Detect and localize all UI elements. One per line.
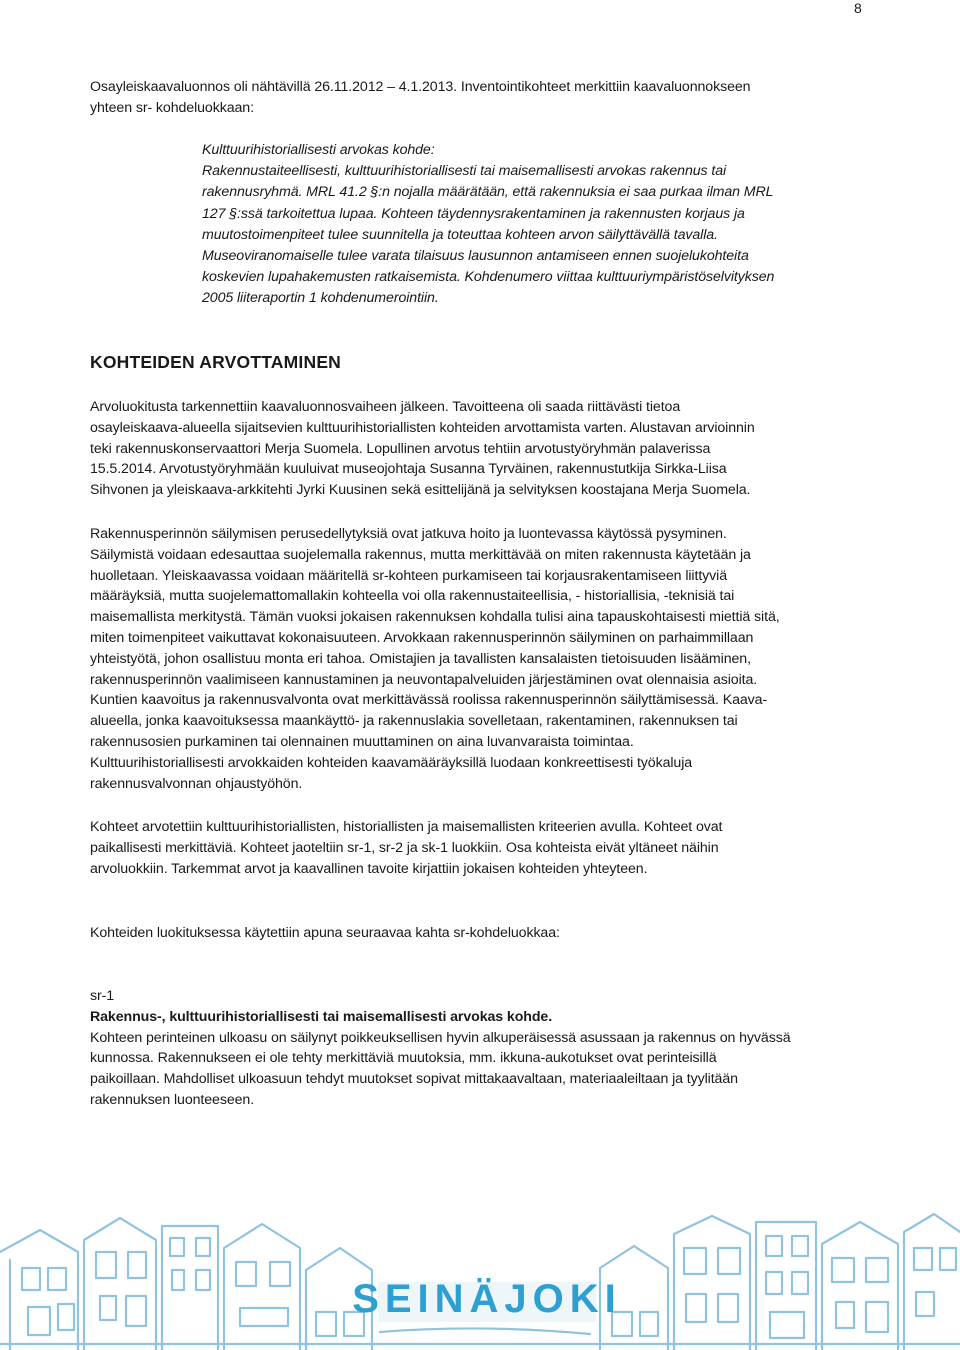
text-line: osayleiskaava-alueella sijaitsevien kulttuurihistoriallisten kohteiden arvottamista varten. Alustavan arvioinnin — [90, 419, 755, 436]
text-line: paikoillaan. Mahdolliset ulkoasuun tehdyt muutokset sopivat mittakaavaltaan, materiaaleiltaan ja tyylitään — [90, 1071, 738, 1088]
sr1-section — [90, 986, 880, 1111]
sr1-code: sr-1 — [90, 988, 115, 1004]
text-line: Osayleiskaavaluonnos oli nähtävillä 26.11.2012 – 4.1.2013. Inventointikohteet merkittiin kaavaluonnokseen — [90, 79, 751, 95]
text-line: rakennusperinnön vaalimiseen kannustaminen ja neuvontapalveluiden järjestäminen ovat olennaisia asioita. — [90, 671, 758, 688]
text-line: arvoluokkiin. Tarkemmat arvot ja kaavallinen tavoite kirjattiin jokaisen kohteiden yhteyteen. — [90, 860, 648, 877]
text-line: alueella, jonka kaavoituksessa maankäyttö- ja rakennuslakia sovelletaan, rakentaminen, rakennuksen tai — [90, 713, 738, 730]
text-line: Rakennusperinnön säilymisen perusedellytyksiä ovat jatkuva hoito ja luontevassa käytössä pysyminen. — [90, 526, 727, 542]
text-line: Kohteiden luokituksessa käytettiin apuna seuraavaa kahta sr-kohdeluokkaa: — [90, 925, 560, 941]
text-line: 15.5.2014. Arvotustyöryhmään kuuluivat museojohtaja Susanna Tyrväinen, rakennustutkija Sirkka-Liisa — [90, 461, 727, 478]
text-line: rakennusvalvonnan ohjaustyöhön. — [90, 775, 303, 792]
section-heading: KOHTEIDEN ARVOTTAMINEN — [90, 352, 342, 372]
footer-town-sketch — [0, 1212, 960, 1350]
text-line: Kohteet arvotettiin kulttuurihistoriallisten, historiallisten ja maisemallisten kriteerien avulla. Kohteet ovat — [90, 819, 723, 835]
text-line: määräyksiä, mutta suojelemattomallakin kohteella voi olla rakennustaiteellisia, - historiallisia, -teknisiä tai — [90, 588, 735, 605]
text-line: huolletaan. Yleiskaavassa voidaan määritellä sr-kohteen purkamiseen tai korjausrakentamiseen liittyviä — [90, 567, 727, 584]
text-line: muutostoimenpiteet tulee suunnitella ja toteuttaa kohteen arvon säilyttävällä tavalla. — [202, 226, 718, 243]
sr-class-definition — [202, 140, 862, 310]
text-line: Kulttuurihistoriallisesti arvokas kohde: — [202, 142, 435, 158]
text-line: rakennusryhmä. MRL 41.2 §:n nojalla määrätään, että rakennuksia ei saa purkaa ilman MRL — [202, 184, 774, 201]
text-line: Arvoluokitusta tarkennettiin kaavaluonnosvaiheen jälkeen. Tavoitteena oli saada riittävästi tietoa — [90, 399, 681, 415]
text-line: Kuntien kaavoitus ja rakennusvalvonta ovat merkittävässä roolissa rakennusperinnön säilyttämisessä. Kaava- — [90, 692, 768, 709]
text-line: Sihvonen ja yleiskaava-arkkitehti Jyrki Kuusinen sekä esittelijänä ja selvityksen koostajana Merja Suomela. — [90, 482, 751, 499]
text-line: yhteistyötä, johon osallistuu monta eri tahoa. Omistajien ja tavallisten kansalaisten tietoisuuden lisääminen, — [90, 650, 751, 667]
text-line: kunnossa. Rakennukseen ei ole tehty merkittäviä muutoksia, mm. ikkuna-aukotukset ovat perinteisillä — [90, 1050, 717, 1067]
text-line: Museoviranomaiselle tulee varata tilaisuus lausunnon antamiseen ennen suojelukohteita — [202, 248, 749, 265]
text-line: yhteen sr- kohdeluokkaan: — [90, 99, 254, 116]
paragraph-criteria — [90, 817, 880, 879]
seinajoki-logo: SEINÄJOKI — [352, 1277, 622, 1321]
text-line: rakennuksen luonteeseen. — [90, 1091, 255, 1108]
intro-paragraph — [90, 77, 880, 119]
text-line: rakennusosien purkaminen tai olennainen muuttaminen on aina luvanvaraista toimintaa. — [90, 733, 634, 750]
text-line: miten toimenpiteet vaikuttavat kokonaisuuteen. Arvokkaan rakennusperinnön säilyminen on parhaimmillaan — [90, 629, 754, 646]
text-line: Kulttuurihistoriallisesti arvokkaiden kohteiden kaavamääräyksillä luodaan konkreettisesti työkaluja — [90, 754, 693, 771]
text-line: 2005 liiteraportin 1 kohdenumerointiin. — [202, 290, 439, 307]
text-line: Kohteen perinteinen ulkoasu on säilynyt poikkeuksellisen hyvin alkuperäisessä asussaan ja rakennus on hyvässä — [90, 1029, 791, 1046]
text-line: koskevien lupahakemusten ratkaisemista. Kohdenumero viittaa kulttuuriympäristöselvityksen — [202, 269, 775, 286]
paragraph-heritage — [90, 524, 880, 794]
paragraph-classes-intro — [90, 923, 880, 944]
text-line: maisemallista merkitystä. Tämän vuoksi jokaisen rakennuksen kohdalla tulisi aina tapauskohtaisesti miettiä sitä, — [90, 609, 780, 626]
text-line: teki rakennuskonservaattori Merja Suomela. Lopullinen arvotus tehtiin arvotustyöryhmän palaverissa — [90, 440, 711, 457]
sr1-title: Rakennus-, kulttuurihistoriallisesti tai maisemallisesti arvokas kohde. — [90, 1008, 553, 1025]
text-line: Säilymistä voidaan edesauttaa suojelemalla rakennus, mutta merkittävää on miten rakennusta käytetään ja — [90, 546, 751, 563]
text-line: 127 §:ssä tarkoitettua lupaa. Kohteen täydennysrakentaminen ja rakennusten korjaus ja — [202, 205, 745, 222]
text-line: Rakennustaiteellisesti, kulttuurihistoriallisesti tai maisemallisesti arvokas rakennus tai — [202, 163, 727, 180]
paragraph-evaluation — [90, 397, 880, 501]
page-number: 8 — [854, 0, 862, 16]
text-line: paikallisesti merkittäviä. Kohteet jaoteltiin sr-1, sr-2 ja sk-1 luokkiin. Osa kohteista eivät yltäneet näihin — [90, 839, 719, 856]
